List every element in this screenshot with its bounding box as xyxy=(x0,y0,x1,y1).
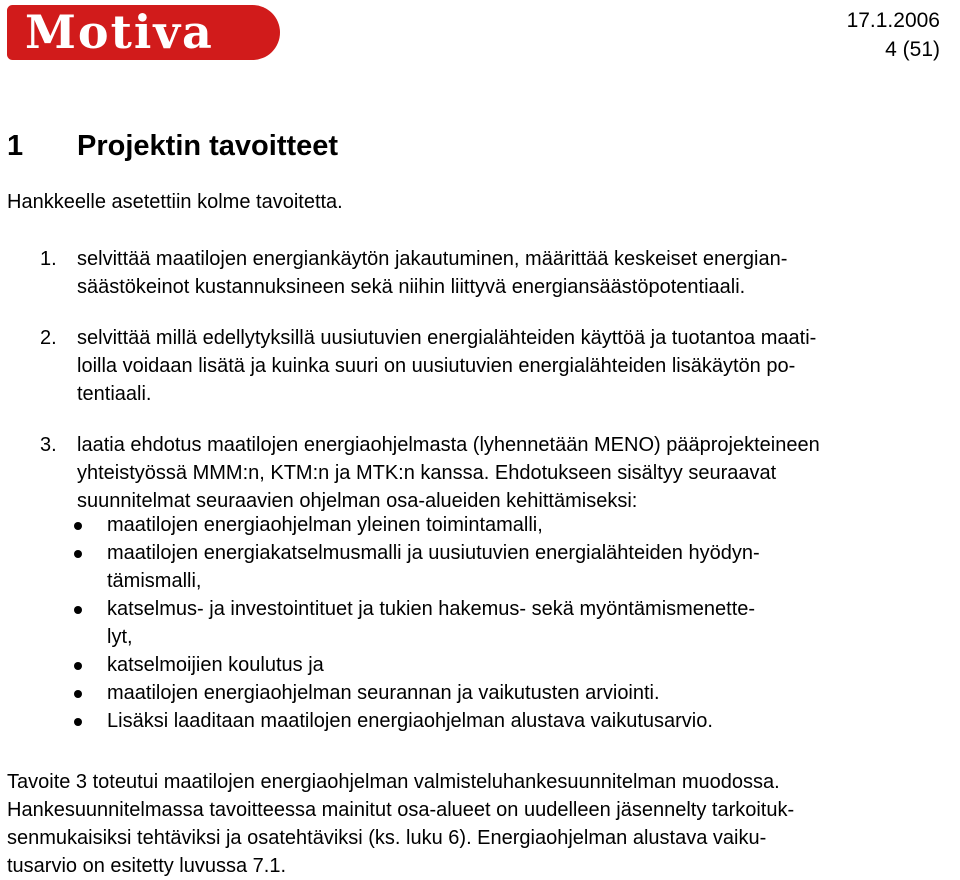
goal-line: suunnitelmat seuraavien ohjelman osa-alueiden kehittämiseksi: xyxy=(77,490,638,512)
section-heading xyxy=(7,130,338,163)
bullet-line: lyt, xyxy=(107,626,133,648)
header-page-number: 4 (51) xyxy=(885,38,940,61)
section-title: Projektin tavoitteet xyxy=(77,130,339,162)
bullet-icon xyxy=(74,522,82,530)
goal-number: 1. xyxy=(40,248,57,270)
goal-item xyxy=(0,324,955,408)
intro-paragraph: Hankkeelle asetettiin kolme tavoitetta. xyxy=(7,191,343,213)
closing-line: tusarvio on esitetty luvussa 7.1. xyxy=(7,855,287,877)
bullet-item xyxy=(0,595,957,651)
bullet-icon xyxy=(74,690,82,698)
bullet-item xyxy=(0,679,957,707)
bullet-line: Lisäksi laaditaan maatilojen energiaohjelman alustava vaikutusarvio. xyxy=(107,710,713,732)
bullet-icon xyxy=(74,662,82,670)
motiva-logo xyxy=(7,5,280,60)
closing-line: Hankesuunnitelmassa tavoitteessa mainitut osa-alueet on uudelleen jäsennelty tarkoituk- xyxy=(7,799,795,821)
closing-line: senmukaisiksi tehtäviksi ja osatehtäviksi (ks. luku 6). Energiaohjelman alustava vaiku- xyxy=(7,827,767,849)
bullet-line: tämismalli, xyxy=(107,570,202,592)
goal-line: yhteistyössä MMM:n, KTM:n ja MTK:n kanssa. Ehdotukseen sisältyy seuraavat xyxy=(77,462,777,484)
bullet-icon xyxy=(74,718,82,726)
goal-number: 2. xyxy=(40,327,57,349)
bullet-line: katselmus- ja investointituet ja tukien hakemus- sekä myöntämismenette- xyxy=(107,598,756,620)
bullet-line: maatilojen energiaohjelman seurannan ja vaikutusten arviointi. xyxy=(107,682,660,704)
goal-number: 3. xyxy=(40,434,57,456)
section-number: 1 xyxy=(7,130,24,162)
bullet-item xyxy=(0,511,957,539)
bullet-item xyxy=(0,707,957,735)
goal-line: tentiaali. xyxy=(77,383,152,405)
goal-item xyxy=(0,245,955,301)
goal-line: säästökeinot kustannuksineen sekä niihin liittyvä energiansäästöpotentiaali. xyxy=(77,276,746,298)
bullet-item xyxy=(0,651,957,679)
header-date: 17.1.2006 xyxy=(846,9,940,32)
bullet-line: maatilojen energiakatselmusmalli ja uusiutuvien energialähteiden hyödyn- xyxy=(107,542,760,564)
closing-paragraph xyxy=(7,768,957,880)
goals-list xyxy=(0,245,955,538)
subgoal-bullet-list xyxy=(77,511,957,735)
goal-line: laatia ehdotus maatilojen energiaohjelmasta (lyhennetään MENO) pääprojekteineen xyxy=(77,434,820,456)
bullet-icon xyxy=(74,606,82,614)
bullet-line: maatilojen energiaohjelman yleinen toimintamalli, xyxy=(107,514,543,536)
bullet-item xyxy=(0,539,957,595)
bullet-line: katselmoijien koulutus ja xyxy=(107,654,324,676)
bullet-icon xyxy=(74,550,82,558)
closing-line: Tavoite 3 toteutui maatilojen energiaohjelman valmisteluhankesuunnitelman muodossa. xyxy=(7,771,780,793)
goal-line: selvittää millä edellytyksillä uusiutuvien energialähteiden käyttöä ja tuotantoa maati- xyxy=(77,327,817,349)
goal-item xyxy=(0,431,955,515)
goal-line: selvittää maatilojen energiankäytön jakautuminen, määrittää keskeiset energian- xyxy=(77,248,788,270)
goal-line: loilla voidaan lisätä ja kuinka suuri on uusiutuvien energialähteiden lisäkäytön po- xyxy=(77,355,796,377)
logo-text: Motiva xyxy=(25,5,214,59)
